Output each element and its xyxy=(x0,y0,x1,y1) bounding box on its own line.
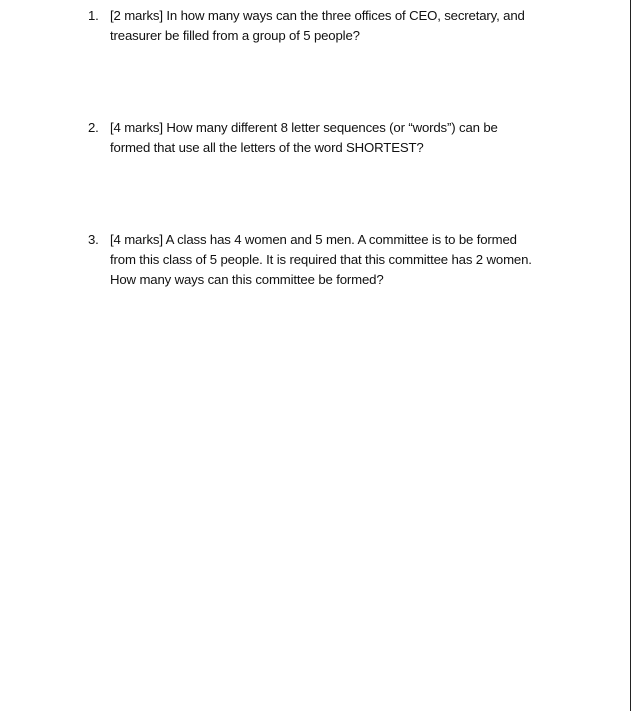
question-text xyxy=(110,230,608,290)
question-line: [4 marks] How many different 8 letter sequences (or “words”) can be xyxy=(110,120,498,135)
question-text xyxy=(110,6,608,46)
question-line: from this class of 5 people. It is required that this committee has 2 women. xyxy=(110,252,532,267)
question-2 xyxy=(88,118,608,158)
question-text xyxy=(110,118,608,158)
question-line: treasurer be filled from a group of 5 people? xyxy=(110,28,360,43)
question-line: How many ways can this committee be formed? xyxy=(110,272,384,287)
question-number: 1. xyxy=(88,8,99,23)
question-line: [4 marks] A class has 4 women and 5 men. A committee is to be formed xyxy=(110,232,517,247)
question-number: 3. xyxy=(88,232,99,247)
question-line: formed that use all the letters of the word SHORTEST? xyxy=(110,140,424,155)
question-3 xyxy=(88,230,608,290)
question-1 xyxy=(88,6,608,46)
question-number: 2. xyxy=(88,120,99,135)
question-line: [2 marks] In how many ways can the three offices of CEO, secretary, and xyxy=(110,8,525,23)
